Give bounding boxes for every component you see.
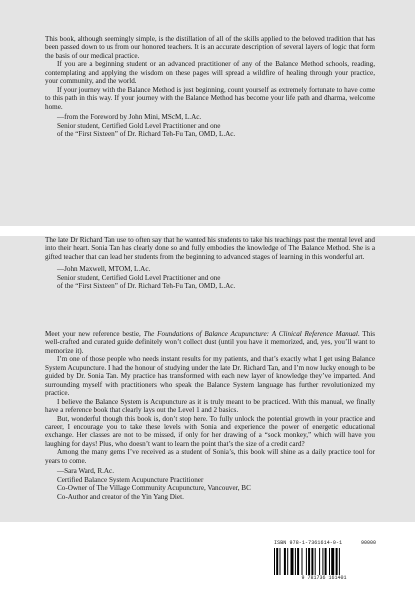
isbn-label: ISBN 978-1-7361614-0-1 <box>274 540 343 546</box>
barcode-bar <box>297 548 299 575</box>
price-code: 90000 <box>360 540 376 546</box>
barcode-bar <box>308 548 310 575</box>
barcode-bar <box>329 548 330 575</box>
barcode-bar <box>315 548 316 575</box>
ward-paragraph: I’m one of those people who needs instant results for my patients, and that’s exactly what I get using Balance System Acupuncture. I had the honour of studying under the late Dr. Richard Tan, and I’m now lucky enough to be guided by Dr. Sonia Tan. My practice has transformed with each new layer of knowledge they’ve imparted. And surrounding myself with practitioners who speak the Balance System language has further revolutionized my practice. <box>45 355 375 398</box>
barcode-bar <box>319 548 320 575</box>
barcode-bar <box>280 548 281 575</box>
barcode-bar <box>284 548 286 575</box>
foreword-attribution: —from the Foreword by John Mini, MScM, L.Ac. <box>57 113 202 122</box>
ward-attribution: Co-Author and creator of the Yin Yang Diet. <box>57 492 184 501</box>
barcode-digits: 9 781736 161401 <box>301 575 347 581</box>
barcode-bar <box>295 548 296 575</box>
ward-paragraph <box>45 330 375 355</box>
maxwell-blurb <box>45 236 375 291</box>
barcode-bar <box>291 548 294 575</box>
foreword-paragraph: If your journey with the Balance Method is just beginning, count yourself as extremely fortunate to have come to this path in this way. If your journey with the Balance Method has become your life path and dharma, welcome home. <box>45 85 375 111</box>
barcode-bar <box>339 548 340 575</box>
ward-paragraph: But, wonderful though this book is, don’t stop here. To fully unlock the potential growth in your practice and career, I encourage you to take these levels with Sonia and experience the power of energetic educational exchange. Her classes are not to be missed, if only for her drawing of a “sock monkey,” which will have you laughing for days! Plus, who doesn’t want to learn the point that’s the size of a credit card? <box>45 414 375 448</box>
foreword-paragraph: If you are a beginning student or an advanced practitioner of any of the Balance Method schools, reading, contemplating and applying the wisdom on these pages will spread a wildfire of healing through your practice, your community, and the world. <box>45 60 375 86</box>
maxwell-attribution: of the “First Sixteen” of Dr. Richard Teh-Fu Tan, OMD, L.Ac. <box>57 282 236 291</box>
ward-paragraph: Among the many gems I’ve received as a student of Sonia’s, this book will shine as a daily practice tool for years to come. <box>45 448 375 465</box>
ward-attribution: —Sara Ward, R.Ac. <box>57 467 114 476</box>
barcode-bar <box>276 548 278 575</box>
barcode-bar <box>302 548 303 575</box>
foreword-attribution: of the “First Sixteen” of Dr. Richard Teh-Fu Tan, OMD, L.Ac. <box>57 129 236 138</box>
barcode-bar <box>325 548 327 575</box>
foreword-blurb <box>45 35 375 138</box>
ward-attribution: Certified Balance System Acupuncture Practitioner <box>57 475 204 484</box>
ward-attribution: Co-Owner of The Village Community Acupuncture, Vancouver, BC <box>57 484 251 493</box>
ward-paragraph: I believe the Balance System is Acupuncture as it is truly meant to be practiced. With this manual, we finally have a reference book that clearly lays out the Level 1 and 2 basics. <box>45 397 375 415</box>
barcode-bar <box>331 548 334 575</box>
book-title: The Foundations of Balance Acupuncture: A Clinical Reference Manual <box>143 330 358 338</box>
barcode-bars <box>272 548 376 576</box>
barcode-bar <box>306 548 307 575</box>
ward-text: Meet your new reference bestie, <box>45 330 144 338</box>
maxwell-paragraph: The late Dr Richard Tan use to often say that he wanted his students to take his teachings past the mental level and into their heart. Sonia Tan has clearly done so and fully embodies the knowledge of The Balance Method. She is a gifted teacher that can lead her students from the beginning to advanced stages of learning in this wonderful art. <box>45 236 375 261</box>
maxwell-attribution: —John Maxwell, MTOM, L.Ac. <box>57 265 151 274</box>
foreword-attribution: Senior student, Certified Gold Level Practitioner and one <box>57 121 221 130</box>
foreword-paragraph: This book, although seemingly simple, is the distillation of all of the skills applied to the beloved tradition that has been passed down to us from our honored teachers. It is an accurate description of several layers of logic that form the basis of our medical practice. <box>45 35 375 60</box>
barcode-bar <box>274 548 275 575</box>
barcode-bar <box>336 548 338 575</box>
isbn-barcode <box>268 539 380 583</box>
ward-text: . This well-crafted and curated guide definitely won’t collect dust (until you have it memorized, and, yes, you’ll want to memorize it). <box>45 330 375 355</box>
ward-blurb <box>45 330 375 501</box>
barcode-bar <box>287 548 288 575</box>
maxwell-attribution: Senior student, Certified Gold Level Practitioner and one <box>57 273 221 282</box>
barcode-bar <box>311 548 313 575</box>
barcode-bar <box>322 548 323 575</box>
